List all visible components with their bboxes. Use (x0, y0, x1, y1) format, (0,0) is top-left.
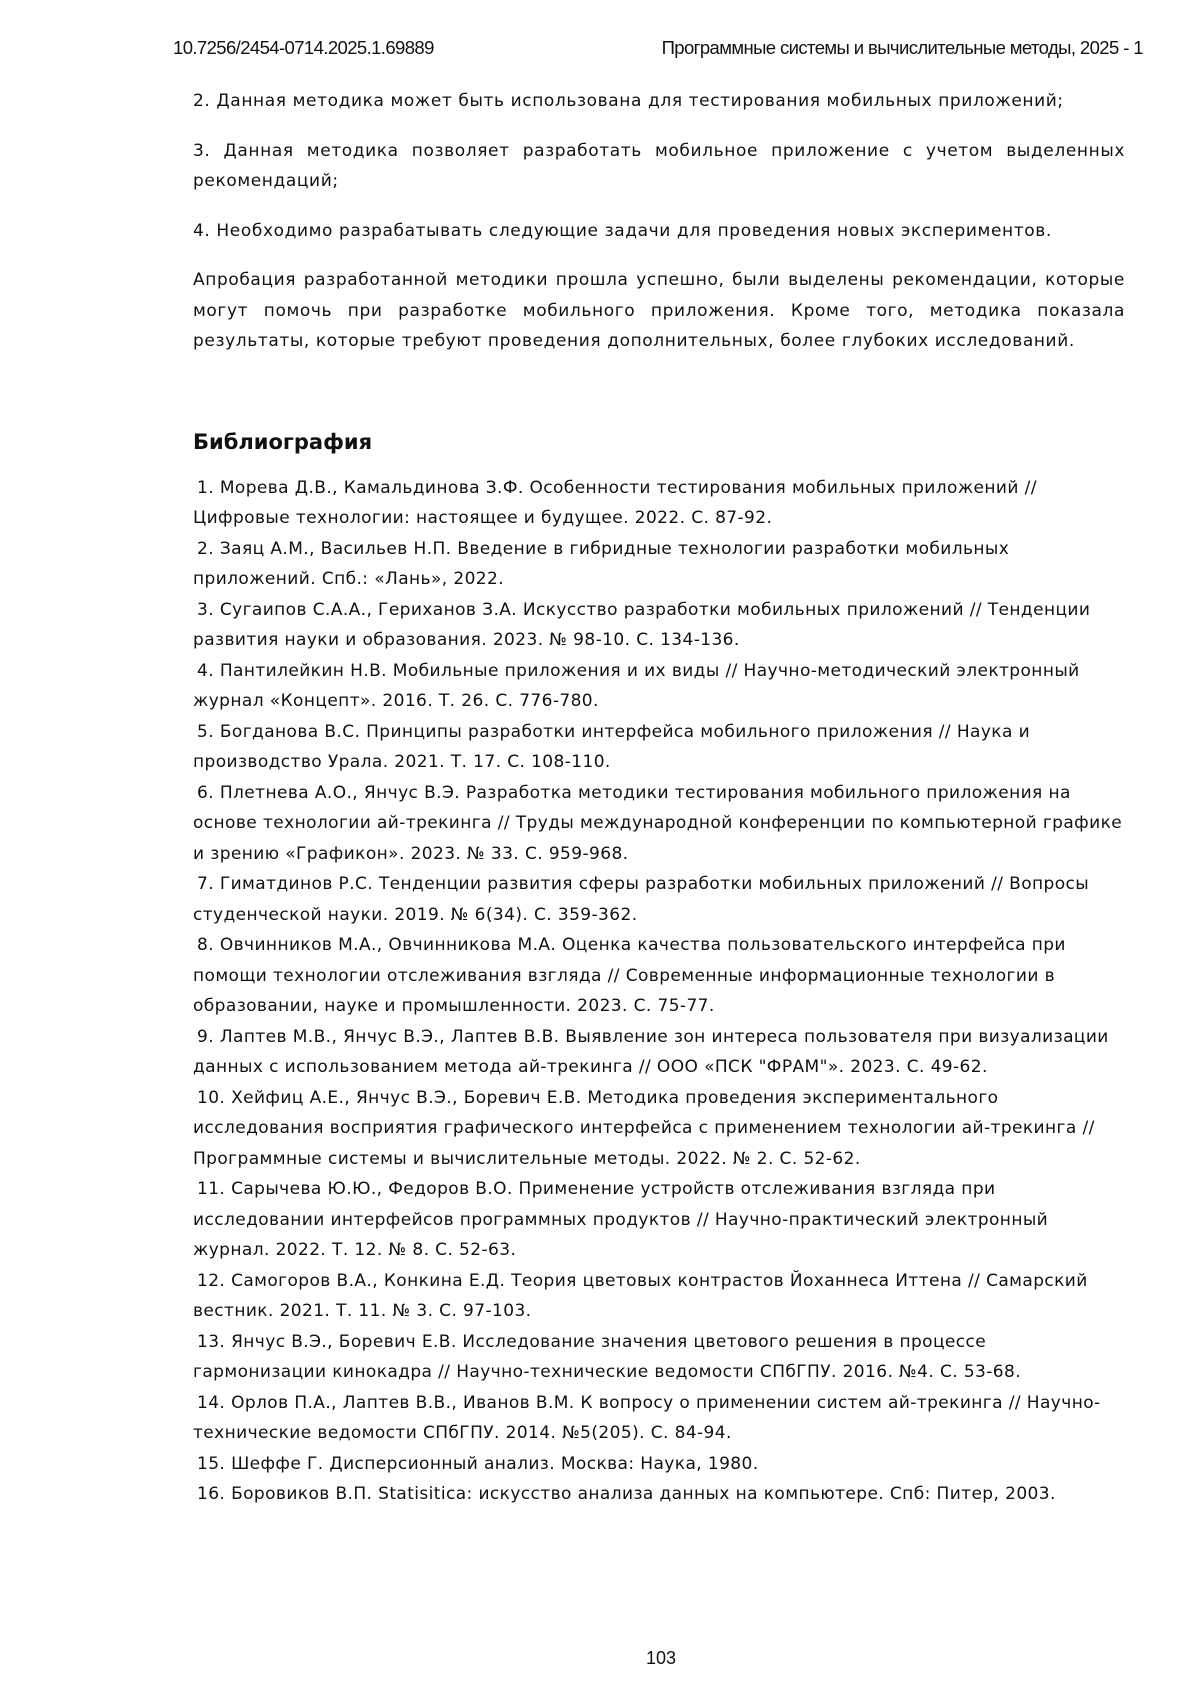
page-number: 103 (645, 1648, 677, 1668)
page-number-footer (0, 1648, 1200, 1669)
reference-text: Богданова В.С. Принципы разработки интерфейса мобильного приложения // Наука и производство Урала. 2021. Т. 17. С. 108-110. (193, 721, 1031, 772)
reference-item (193, 930, 1125, 1022)
reference-text: Самогоров В.А., Конкина Е.Д. Теория цветовых контрастов Йоханнеса Иттена // Самарский вестник. 2021. Т. 11. № 3. С. 97-103. (193, 1270, 1088, 1321)
reference-number: 1. (197, 477, 215, 498)
conclusion-item: 4. Необходимо разрабатывать следующие задачи для проведения новых экспериментов. (193, 220, 1052, 241)
reference-number: 2. (197, 538, 215, 559)
reference-number: 4. (197, 660, 215, 681)
reference-text: Янчус В.Э., Боревич Е.В. Исследование значения цветового решения в процессе гармонизации кинокадра // Научно-технические ведомости СПбГПУ. 2016. №4. С. 53-68. (193, 1331, 1022, 1382)
doi-label: 10.7256/2454-0714.2025.1.69889 (173, 37, 434, 58)
reference-item (193, 778, 1125, 870)
conclusion-item: 3. Данная методика позволяет разработать мобильное приложение с учетом выделенных рекомендаций; (193, 140, 1125, 191)
reference-number: 15. (197, 1453, 226, 1474)
reference-item (193, 869, 1125, 930)
page-content (193, 86, 1125, 1510)
reference-text: Хейфиц А.Е., Янчус В.Э., Боревич Е.В. Методика проведения экспериментального исследования восприятия графического интерфейса с применением технологии ай-трекинга // Программные системы и вычислительные методы. 2022. № 2. С. 52-62. (193, 1087, 1095, 1169)
reference-number: 16. (197, 1484, 226, 1504)
reference-number: 10. (197, 1087, 226, 1108)
reference-item (193, 1266, 1125, 1327)
reference-item (193, 656, 1125, 717)
reference-text: Шеффе Г. Дисперсионный анализ. Москва: Наука, 1980. (231, 1453, 759, 1474)
reference-number: 3. (197, 599, 215, 620)
reference-item (193, 1449, 1125, 1480)
reference-item (193, 717, 1125, 778)
reference-item (193, 1083, 1125, 1175)
reference-text: Овчинников М.А., Овчинникова М.А. Оценка качества пользовательского интерфейса при помощи технологии отслеживания взгляда // Современные информационные технологии в образовании, науке и промышленности. 2023. С. 75-77. (193, 935, 1066, 1016)
reference-number: 11. (197, 1179, 226, 1199)
reference-item (193, 1388, 1125, 1449)
reference-item (193, 534, 1125, 595)
reference-text: Плетнева А.О., Янчус В.Э. Разработка методики тестирования мобильного приложения на основе технологии ай-трекинга // Труды международной конференции по компьютерной графике и зрению «Графикон». 2023. № 33. С. 959-968. (193, 782, 1123, 864)
reference-number: 13. (197, 1331, 226, 1352)
reference-item (193, 1327, 1125, 1388)
bibliography-list (193, 473, 1125, 1510)
reference-text: Пантилейкин Н.В. Мобильные приложения и их виды // Научно-методический электронный журнал «Концепт». 2016. Т. 26. С. 776-780. (193, 660, 1080, 711)
reference-number: 12. (197, 1270, 226, 1291)
reference-item (193, 473, 1125, 534)
reference-number: 9. (197, 1026, 215, 1047)
bibliography-heading: Библиография (193, 429, 373, 454)
summary-paragraph: Апробация разработанной методики прошла успешно, были выделены рекомендации, которые могут помочь при разработке мобильного приложения. Кроме того, методика показала результаты, которые требуют проведения дополнительных, более глубоких исследований. (193, 270, 1125, 351)
reference-text: Сугаипов С.А.А., Гериханов З.А. Искусство разработки мобильных приложений // Тенденции развития науки и образования. 2023. № 98-10. С. 134-136. (193, 599, 1091, 650)
reference-number: 8. (197, 935, 215, 955)
reference-text: Лаптев М.В., Янчус В.Э., Лаптев В.В. Выявление зон интереса пользователя при визуализации данных с использованием метода ай-трекинга // ООО «ПСК "ФРАМ"». 2023. С. 49-62. (193, 1026, 1109, 1077)
reference-number: 5. (197, 721, 215, 742)
conclusion-item: 2. Данная методика может быть использована для тестирования мобильных приложений; (193, 91, 1064, 111)
reference-item (193, 1479, 1125, 1510)
reference-text: Боровиков В.П. Statisitica: искусство анализа данных на компьютере. Спб: Питер, 2003. (231, 1484, 1056, 1504)
reference-number: 7. (197, 874, 215, 894)
reference-text: Гиматдинов Р.С. Тенденции развития сферы разработки мобильных приложений // Вопросы студенческой науки. 2019. № 6(34). С. 359-362. (193, 874, 1090, 925)
reference-text: Морева Д.В., Камальдинова З.Ф. Особенности тестирования мобильных приложений // Цифровые технологии: настоящее и будущее. 2022. С. 87-92. (193, 477, 1037, 528)
journal-title: Программные системы и вычислительные методы, 2025 - 1 (661, 37, 1143, 58)
conclusions-list (193, 86, 1125, 246)
reference-item (193, 1174, 1125, 1266)
reference-text: Орлов П.А., Лаптев В.В., Иванов В.М. К вопросу о применении систем ай-трекинга // Научно-технические ведомости СПбГПУ. 2014. №5(205). С. 84-94. (193, 1392, 1101, 1443)
reference-text: Сарычева Ю.Ю., Федоров В.О. Применение устройств отслеживания взгляда при исследовании интерфейсов программных продуктов // Научно-практический электронный журнал. 2022. Т. 12. № 8. С. 52-63. (193, 1179, 1049, 1260)
reference-item (193, 1022, 1125, 1083)
reference-number: 14. (197, 1392, 226, 1413)
reference-text: Заяц А.М., Васильев Н.П. Введение в гибридные технологии разработки мобильных приложений. Спб.: «Лань», 2022. (193, 538, 1010, 589)
reference-item (193, 595, 1125, 656)
reference-number: 6. (197, 782, 215, 803)
running-header (173, 37, 1143, 61)
